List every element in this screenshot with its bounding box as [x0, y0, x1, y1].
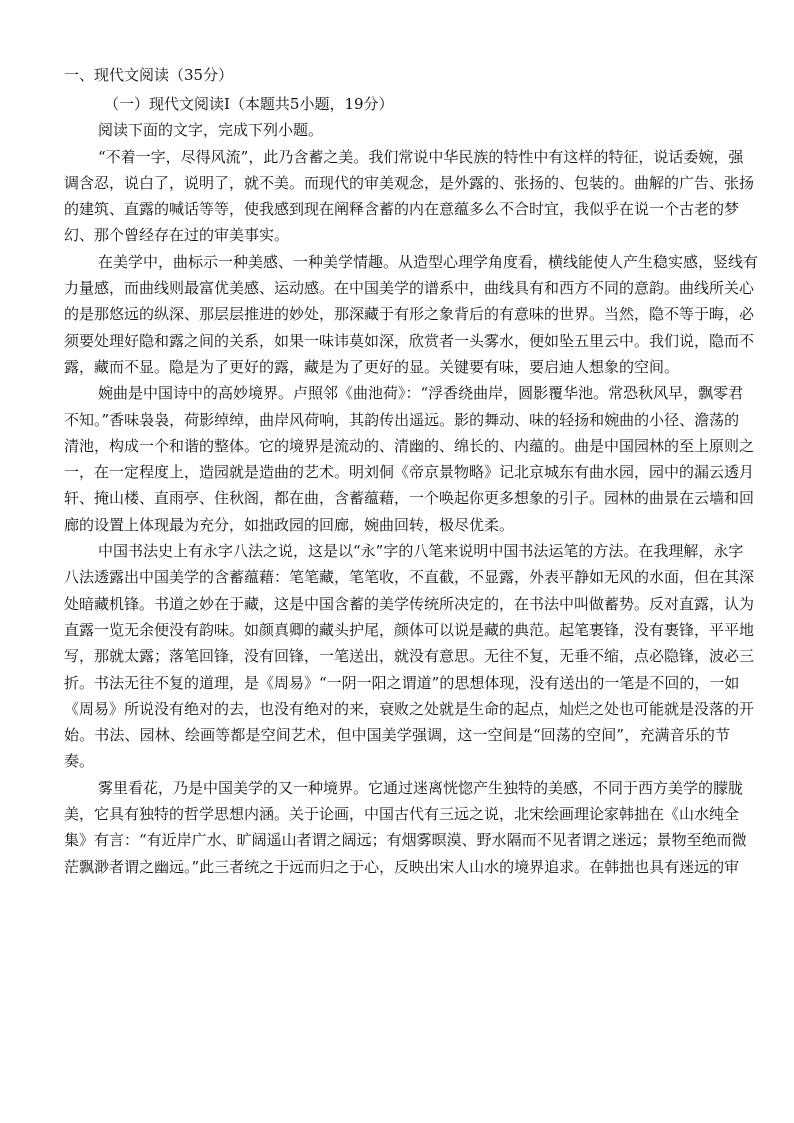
- paragraph-line: 须要处理好隐和露之间的关系，如果一味讳莫如深，欣赏者一头雾水，便如坠五里云中。我们说，隐而不: [64, 331, 755, 350]
- paragraph-line: 中国书法史上有永字八法之说，这是以“永”字的八笔来说明中国书法运笔的方法。在我理解，永字: [98, 542, 744, 561]
- paragraph-3: [64, 382, 755, 540]
- paragraph-line: 在美学中，曲标示一种美感、一种美学情趣。从造型心理学角度看，横线能使人产生稳实感，竖线有: [98, 252, 759, 271]
- paragraph-line: 清池，构成一个和谐的整体。它的境界是流动的、清幽的、绵长的、内蕴的。曲是中国园林的至上原则之: [64, 436, 755, 455]
- paragraph-line: 婉曲是中国诗中的高妙境界。卢照邻《曲池荷》：“浮香绕曲岸，圆影覆华池。常恐秋风早，飘零君: [98, 384, 744, 403]
- paragraph-line: 幻、那个曾经存在过的审美事实。: [64, 226, 290, 245]
- paragraph-line: 廊的设置上体现最为充分，如拙政园的回廊，婉曲回转，极尽优柔。: [64, 515, 515, 534]
- paragraph-line: 茫飘渺者谓之幽远。”此三者统之于远而归之于心，反映出宋人山水的境界追求。在韩拙也具有迷远的审: [64, 857, 740, 876]
- paragraph-4: [64, 540, 755, 777]
- paragraph-line: 直露一览无余便没有韵味。如颜真卿的藏头护尾，颜体可以说是藏的典范。起笔裹锋，没有裹锋，平平地: [64, 620, 755, 639]
- document-page: [64, 64, 759, 882]
- paragraph-line: 力量感，而曲线则最富优美感、运动感。在中国美学的谱系中，曲线具有和西方不同的意韵。曲线所关心: [64, 279, 755, 298]
- paragraph-line: 的是那悠远的纵深、那层层推进的妙处，那深藏于有形之象背后的有意味的世界。当然，隐不等于晦，必: [64, 305, 755, 324]
- paragraph-line: 八法透露出中国美学的含蓄蕴藉：笔笔藏，笔笔收，不直截，不显露，外表平静如无风的水面，但在其深: [64, 568, 755, 587]
- paragraph-line: 一，在一定程度上，造园就是造曲的艺术。明刘侗《帝京景物略》记北京城东有曲水园，园中的漏云透月: [64, 463, 755, 482]
- paragraph-line: 调含忍，说白了，说明了，就不美。而现代的审美观念，是外露的、张扬的、包装的。曲解的广告、张扬: [64, 173, 755, 192]
- paragraph-1: [64, 146, 755, 251]
- reading-instruction: 阅读下面的文字，完成下列小题。: [98, 121, 324, 140]
- paragraph-line: 的建筑、直露的喊话等等，使我感到现在阐释含蓄的内在意蕴多么不合时宜，我似乎在说一个古老的梦: [64, 200, 740, 219]
- paragraph-line: 不知。”香味袅袅，荷影绰绰，曲岸风荷响，其韵传出遥远。影的舞动、味的轻扬和婉曲的小径、澹荡的: [64, 410, 740, 429]
- paragraph-line: 写，那就太露；落笔回锋，没有回锋，一笔送出，就没有意思。无往不复，无垂不缩，点必隐锋，波必三: [64, 647, 755, 666]
- paragraph-line: 集》有言：“有近岸广水、旷阔遥山者谓之阔远；有烟雾暝漠、野水隔而不见者谓之迷远；景物至绝而微: [64, 831, 747, 850]
- paragraph-line: “不着一字，尽得风流”，此乃含蓄之美。我们常说中华民族的特性中有这样的特征，说话委婉，强: [98, 147, 744, 166]
- section-title: 一、现代文阅读（35分）: [64, 66, 234, 84]
- paragraph-line: 雾里看花，乃是中国美学的又一种境界。它通过迷离恍惚产生独特的美感，不同于西方美学的朦胧: [98, 778, 744, 797]
- paragraph-line: 奏。: [64, 752, 95, 771]
- paragraph-line: 折。书法无往不复的道理，是《周易》“一阴一阳之谓道”的思想体现，没有送出的一笔是不回的，一如: [64, 673, 740, 692]
- paragraph-line: 处暗藏机锋。书道之妙在于藏，这是中国含蓄的美学传统所决定的，在书法中叫做蓄势。反对直露，认为: [64, 594, 755, 613]
- paragraph-line: 《周易》所说没有绝对的去，也没有绝对的来，衰败之处就是生命的起点，灿烂之处也可能就是没落的开: [64, 699, 755, 718]
- paragraph-5: [64, 777, 747, 882]
- paragraph-line: 始。书法、园林、绘画等都是空间艺术，但中国美学强调，这一空间是“回荡的空间”，充满音乐的节: [64, 726, 730, 745]
- paragraph-2: [64, 251, 759, 382]
- subsection-title: （一）现代文阅读Ⅰ（本题共5小题，19分）: [104, 95, 394, 113]
- paragraph-line: 露，藏而不显。隐是为了更好的露，藏是为了更好的显。关键要有味，要启迪人想象的空间。: [64, 357, 680, 376]
- paragraph-line: 美，它具有独特的哲学思想内涵。关于论画，中国古代有三远之说，北宋绘画理论家韩拙在《山水纯全: [64, 805, 740, 824]
- paragraph-line: 轩、掩山楼、直雨亭、住秋阁，都在曲，含蓄蕴藉，一个唤起你更多想象的引子。园林的曲景在云墙和回: [64, 489, 755, 508]
